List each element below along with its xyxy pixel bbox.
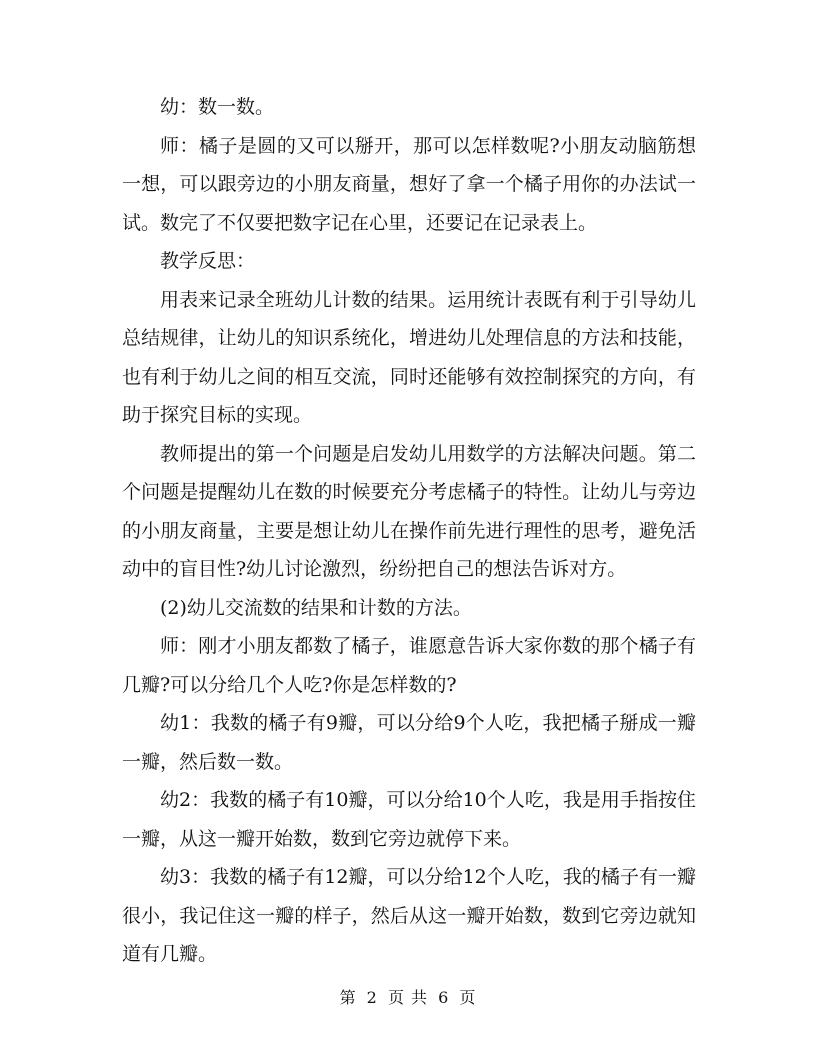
paragraph: 幼2：我数的橘子有10瓣，可以分给10个人吃，我是用手指按住一瓣，从这一瓣开始数，数到它旁边就停下来。: [122, 789, 696, 850]
footer-prefix: 第: [339, 988, 357, 1007]
paragraph: 师：刚才小朋友都数了橘子，谁愿意告诉大家你数的那个橘子有几瓣?可以分给几个人吃?你是怎样数的?: [122, 635, 696, 696]
current-page-number: 2: [366, 988, 378, 1007]
section-heading: 教学反思：: [160, 250, 256, 272]
page-footer: [0, 985, 816, 1008]
paragraph: 幼：数一数。: [160, 96, 275, 118]
footer-suffix: 页: [459, 988, 477, 1007]
paragraph: 幼1：我数的橘子有9瓣，可以分给9个人吃，我把橘子掰成一瓣一瓣，然后数一数。: [122, 712, 696, 773]
document-body: [122, 88, 696, 974]
total-pages-number: 6: [438, 988, 450, 1007]
paragraph: 用表来记录全班幼儿计数的结果。运用统计表既有利于引导幼儿总结规律，让幼儿的知识系统化，增进幼儿处理信息的方法和技能，也有利于幼儿之间的相互交流，同时还能够有效控制探究的方向，有助于探究目标的实现。: [122, 288, 696, 426]
paragraph: 幼3：我数的橘子有12瓣，可以分给12个人吃，我的橘子有一瓣很小，我记住这一瓣的样子，然后从这一瓣开始数，数到它旁边就知道有几瓣。: [122, 866, 696, 965]
paragraph: 师：橘子是圆的又可以掰开，那可以怎样数呢?小朋友动脑筋想一想，可以跟旁边的小朋友商量，想好了拿一个橘子用你的办法试一试。数完了不仅要把数字记在心里，还要记在记录表上。: [122, 134, 696, 234]
paragraph: (2)幼儿交流数的结果和计数的方法。: [160, 596, 472, 619]
paragraph: 教师提出的第一个问题是启发幼儿用数学的方法解决问题。第二个问题是提醒幼儿在数的时候要充分考虑橘子的特性。让幼儿与旁边的小朋友商量，主要是想让幼儿在操作前先进行理性的思考，避免活动中的盲目性?幼儿讨论激烈，纷纷把自己的想法告诉对方。: [122, 442, 696, 580]
footer-middle: 页 共: [387, 988, 429, 1007]
